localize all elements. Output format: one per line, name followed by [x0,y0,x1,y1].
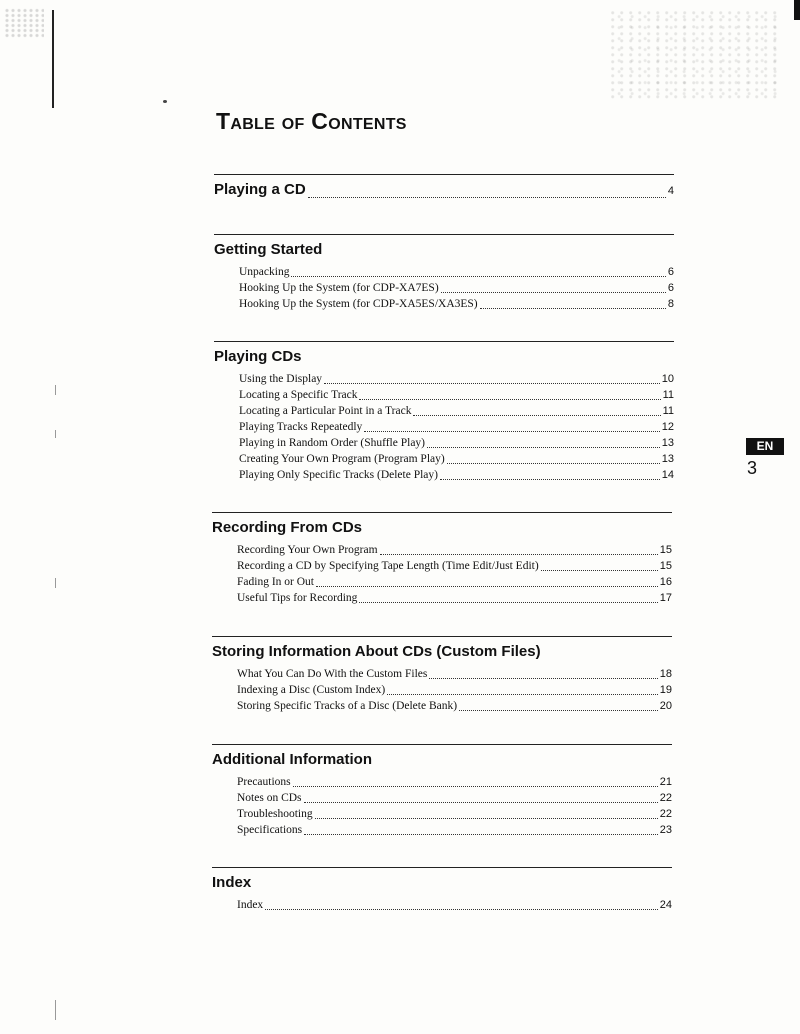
margin-tick [55,1000,56,1020]
entry-label: Index [237,899,264,911]
entry-label: Playing in Random Order (Shuffle Play) [239,437,425,449]
entry-label: Storing Specific Tracks of a Disc (Delete Bank) [237,700,458,712]
dot-leader [291,276,665,277]
dot-leader [441,292,666,293]
entry-label: Recording Your Own Program [237,544,378,556]
toc-section-recording-from-cds [212,512,672,606]
entry-label: Using the Display [239,373,323,385]
toc-entries [239,264,674,312]
toc-entry[interactable] [237,558,672,574]
section-heading: Playing CDs [214,348,302,365]
toc-entry[interactable] [237,574,672,590]
page-ref: 24 [659,899,672,911]
toc-entries [237,897,672,913]
dot-leader [308,197,666,198]
page-ref: 22 [659,808,672,820]
margin-tick [55,578,56,588]
dot-leader [359,602,657,603]
toc-entry[interactable] [237,774,672,790]
toc-entry[interactable] [237,806,672,822]
toc-section-custom-files [212,636,672,714]
entry-label: Recording a CD by Specifying Tape Length (Time Edit/Just Edit) [237,560,539,572]
entry-label: Locating a Specific Track [239,389,358,401]
page-ref: 13 [661,453,674,465]
language-tab: EN [746,438,784,455]
page-ref: 11 [662,405,674,417]
toc-entries [237,542,672,606]
dot-leader [359,399,660,400]
dot-leader [324,383,660,384]
section-rule [214,341,674,342]
page-ref: 16 [659,576,672,588]
page-number: 3 [747,458,758,478]
page-ref: 12 [661,421,674,433]
toc-entry[interactable] [237,682,672,698]
entry-label: Specifications [237,824,303,836]
scan-edge-mark [794,0,800,20]
toc-section-index [212,867,672,913]
page-ref: 22 [659,792,672,804]
page-ref: 6 [667,282,674,294]
entry-label: Unpacking [239,266,290,278]
toc-entry[interactable] [239,371,674,387]
section-heading: Storing Information About CDs (Custom Files) [212,643,541,660]
entry-label: Locating a Particular Point in a Track [239,405,412,417]
dot-leader [480,308,666,309]
page-ref: 14 [661,469,674,481]
entry-label: Playing Tracks Repeatedly [239,421,363,433]
section-rule [212,744,672,745]
page-ref: 19 [659,684,672,696]
page-ref: 20 [659,700,672,712]
scan-speck [163,100,167,103]
toc-section-additional-information [212,744,672,838]
toc-entry[interactable] [239,419,674,435]
page-ref: 11 [662,389,674,401]
margin-tick [55,385,56,395]
section-rule [214,174,674,175]
entry-label: Useful Tips for Recording [237,592,358,604]
page-ref: 8 [667,298,674,310]
entry-label: Fading In or Out [237,576,314,588]
entry-label: Playing Only Specific Tracks (Delete Play) [239,469,438,481]
entry-label: Indexing a Disc (Custom Index) [237,684,386,696]
dot-leader [413,415,660,416]
scan-noise [610,10,780,100]
dot-leader [316,586,658,587]
dot-leader [293,786,658,787]
dot-leader [459,710,658,711]
page-ref: 10 [661,373,674,385]
dot-leader [447,463,660,464]
toc-entry[interactable] [237,790,672,806]
page-ref: 23 [659,824,672,836]
page-ref: 13 [661,437,674,449]
toc-heading-entry[interactable] [214,180,674,201]
toc-entries [239,371,674,483]
entry-label: Hooking Up the System (for CDP-XA5ES/XA3ES) [239,298,478,310]
toc-section-playing-a-cd [214,174,674,201]
dot-leader [265,909,658,910]
toc-section-playing-cds [214,341,674,483]
section-rule [212,636,672,637]
toc-entry[interactable] [239,403,674,419]
toc-entry[interactable] [239,264,674,280]
page-ref: 18 [659,668,672,680]
dot-leader [429,678,657,679]
entry-label: Creating Your Own Program (Program Play) [239,453,445,465]
dot-leader [364,431,659,432]
section-heading: Playing a CD [214,181,306,198]
dot-leader [387,694,658,695]
entry-label: Precautions [237,776,291,788]
dot-leader [380,554,658,555]
page-ref: 4 [667,185,674,197]
dot-leader [541,570,658,571]
page-ref: 17 [659,592,672,604]
toc-entry[interactable] [239,296,674,312]
section-heading: Index [212,874,252,891]
section-heading: Additional Information [212,751,372,768]
dot-leader [304,802,658,803]
entry-label: What You Can Do With the Custom Files [237,668,428,680]
section-rule [214,234,674,235]
dot-leader [427,447,660,448]
page-ref: 6 [667,266,674,278]
dot-leader [304,834,658,835]
toc-entry[interactable] [237,822,672,838]
toc-entry[interactable] [237,897,672,913]
dot-leader [315,818,658,819]
margin-tick [55,430,56,438]
section-rule [212,512,672,513]
section-heading: Getting Started [214,241,323,258]
toc-entries [237,774,672,838]
toc-entry[interactable] [239,451,674,467]
page-ref: 15 [659,544,672,556]
toc-entry[interactable] [239,467,674,483]
page-ref: 15 [659,560,672,572]
page-title: Table of Contents [216,108,407,134]
entry-label: Troubleshooting [237,808,313,820]
entry-label: Hooking Up the System (for CDP-XA7ES) [239,282,439,294]
section-heading: Recording From CDs [212,519,363,536]
section-rule [212,867,672,868]
toc-entry[interactable] [237,542,672,558]
scan-margin-line [52,10,54,108]
toc-entry[interactable] [237,666,672,682]
toc-entries [237,666,672,714]
toc-section-getting-started [214,234,674,312]
entry-label: Notes on CDs [237,792,302,804]
dot-leader [440,479,660,480]
page-ref: 21 [659,776,672,788]
toc-entry[interactable] [239,435,674,451]
scan-noise [4,8,44,38]
toc-entry[interactable] [237,698,672,714]
toc-entry[interactable] [237,590,672,606]
toc-entry[interactable] [239,387,674,403]
toc-entry[interactable] [239,280,674,296]
